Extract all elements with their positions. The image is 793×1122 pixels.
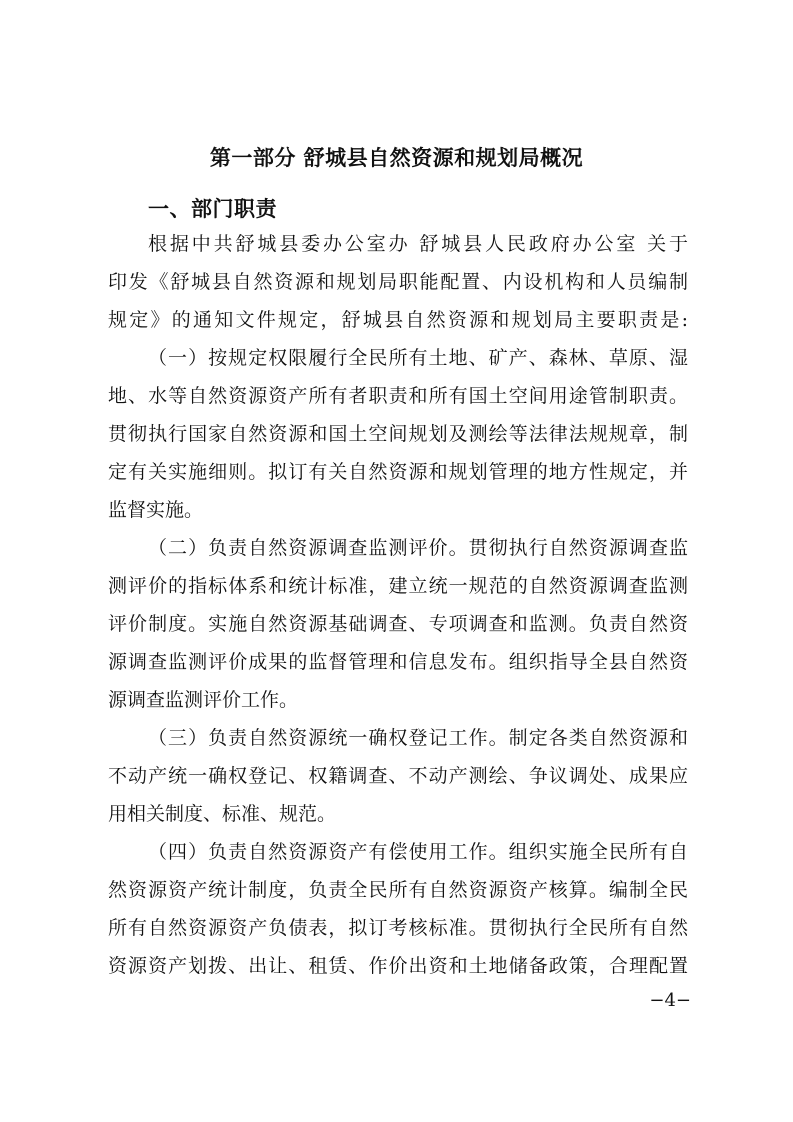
paragraph-line: 资源资产划拨、出让、租赁、作价出资和土地储备政策，合理配置	[108, 955, 688, 977]
paragraph-line: 源调查监测评价成果的监督管理和信息发布。组织指导全县自然资	[108, 651, 688, 673]
page-title: 第一部分 舒城县自然资源和规划局概况	[209, 146, 584, 170]
paragraph-line: 根据中共舒城县委办公室办 舒城县人民政府办公室 关于	[148, 233, 688, 255]
paragraph-line: 印发《舒城县自然资源和规划局职能配置、内设机构和人员编制	[108, 271, 688, 293]
paragraph-line: 不动产统一确权登记、权籍调查、不动产测绘、争议调处、成果应	[108, 765, 688, 787]
paragraph-line: 贯彻执行国家自然资源和国土空间规划及测绘等法律法规规章，制	[108, 423, 688, 445]
paragraph-line: 规定》的通知文件规定，舒城县自然资源和规划局主要职责是:	[108, 309, 688, 331]
section-heading: 一、部门职责	[148, 197, 277, 221]
paragraph-line: （二）负责自然资源调查监测评价。贯彻执行自然资源调查监	[148, 537, 688, 559]
paragraph-line: 定有关实施细则。拟订有关自然资源和规划管理的地方性规定，并	[108, 461, 688, 483]
paragraph-line: 源调查监测评价工作。	[108, 689, 299, 711]
paragraph-line: （三）负责自然资源统一确权登记工作。制定各类自然资源和	[148, 727, 688, 749]
page-number: −4−	[649, 990, 691, 1011]
paragraph-line: （一）按规定权限履行全民所有土地、矿产、森林、草原、湿	[148, 347, 688, 369]
paragraph-line: 地、水等自然资源资产所有者职责和所有国土空间用途管制职责。	[108, 385, 688, 407]
paragraph-line: 然资源资产统计制度，负责全民所有自然资源资产核算。编制全民	[108, 879, 688, 901]
paragraph-line: （四）负责自然资源资产有偿使用工作。组织实施全民所有自	[148, 841, 688, 863]
paragraph-line: 所有自然资源资产负债表，拟订考核标准。贯彻执行全民所有自然	[108, 917, 688, 939]
paragraph-line: 监督实施。	[108, 499, 204, 521]
paragraph-line: 评价制度。实施自然资源基础调查、专项调查和监测。负责自然资	[108, 613, 688, 635]
paragraph-line: 测评价的指标体系和统计标准，建立统一规范的自然资源调查监测	[108, 575, 688, 597]
paragraph-line: 用相关制度、标准、规范。	[108, 803, 337, 825]
